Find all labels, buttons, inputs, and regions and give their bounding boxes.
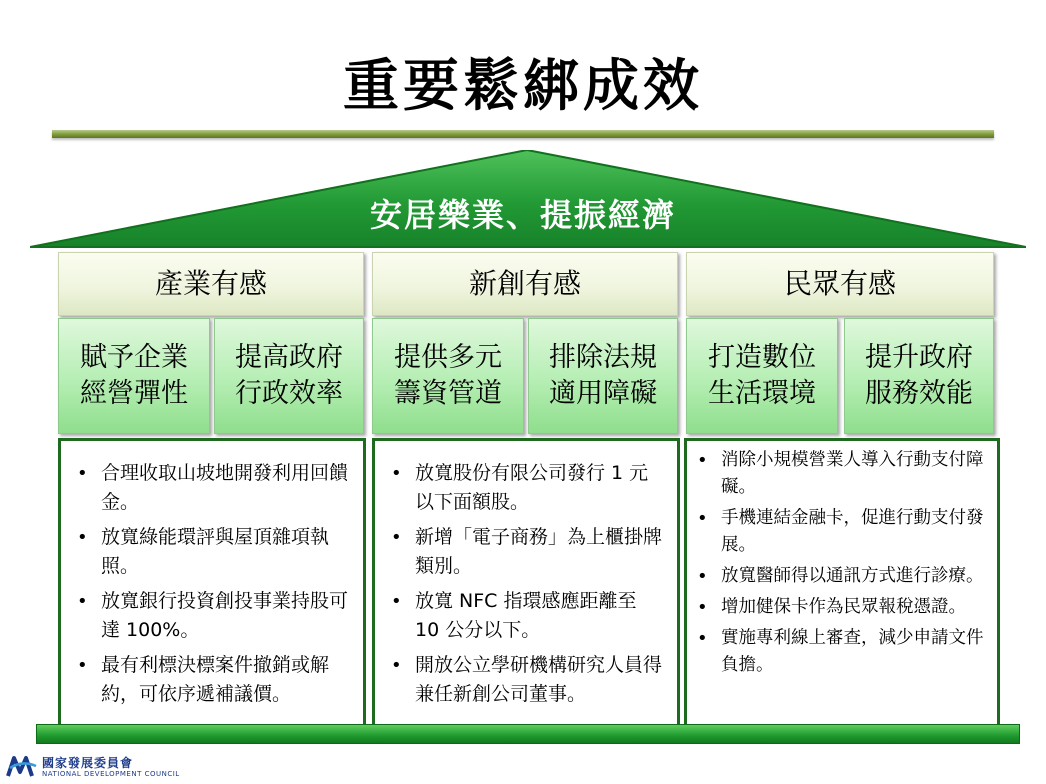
list-item: • 放寬醫師得以通訊方式進行診療。 bbox=[687, 563, 985, 590]
foundation-bar bbox=[36, 724, 1020, 744]
list-item: • 放寬銀行投資創投事業持股可達 100%。 bbox=[67, 587, 351, 645]
list-item: • 放寬股份有限公司發行 1 元以下面額股。 bbox=[381, 459, 665, 517]
category-industry: 產業有感 bbox=[58, 252, 364, 316]
sub-header-line: 服務效能 bbox=[865, 378, 973, 409]
ndc-logo bbox=[6, 752, 180, 782]
public-measures-box bbox=[684, 438, 1000, 728]
list-item: • 合理收取山坡地開發利用回饋金。 bbox=[67, 459, 351, 517]
title-divider bbox=[52, 130, 994, 138]
ndc-logo-icon bbox=[6, 754, 38, 780]
logo-name-cn: 國家發展委員會 bbox=[42, 755, 134, 770]
sub-header-line: 提供多元 bbox=[394, 342, 502, 373]
sub-header-admin-efficiency bbox=[214, 318, 364, 434]
sub-header-service-efficiency bbox=[844, 318, 994, 434]
list-item: • 放寬 NFC 指環感應距離至 10 公分以下。 bbox=[381, 587, 665, 645]
logo-name-en: NATIONAL DEVELOPMENT COUNCIL bbox=[42, 769, 180, 778]
sub-header-diverse-funding bbox=[372, 318, 524, 434]
sub-header-enterprise-flexibility bbox=[58, 318, 210, 434]
roof-label: 安居樂業、提振經濟 bbox=[369, 196, 676, 234]
sub-header-line: 提高政府 bbox=[235, 342, 343, 373]
sub-header-line: 經營彈性 bbox=[80, 378, 188, 409]
sub-header-line: 排除法規 bbox=[549, 342, 657, 373]
category-public: 民眾有感 bbox=[686, 252, 994, 316]
sub-header-line: 提升政府 bbox=[865, 342, 973, 373]
list-item: • 最有利標決標案件撤銷或解約，可依序遞補議價。 bbox=[67, 651, 351, 709]
sub-header-line: 適用障礙 bbox=[549, 378, 657, 409]
bullet-list bbox=[381, 459, 665, 709]
list-item: • 手機連結金融卡，促進行動支付發展。 bbox=[687, 505, 985, 559]
list-item: • 新增「電子商務」為上櫃掛牌類別。 bbox=[381, 523, 665, 581]
category-startup: 新創有感 bbox=[372, 252, 678, 316]
list-item: • 放寬綠能環評與屋頂雜項執照。 bbox=[67, 523, 351, 581]
sub-header-line: 行政效率 bbox=[235, 378, 343, 409]
sub-header-digital-life bbox=[686, 318, 838, 434]
sub-header-remove-barriers bbox=[528, 318, 678, 434]
page-title: 重要鬆綁成效 bbox=[343, 54, 703, 119]
sub-header-line: 生活環境 bbox=[708, 378, 816, 409]
list-item: • 實施專利線上審查，減少申請文件負擔。 bbox=[687, 625, 985, 679]
sub-header-line: 打造數位 bbox=[708, 342, 816, 373]
sub-header-line: 籌資管道 bbox=[394, 378, 502, 409]
list-item: • 消除小規模營業人導入行動支付障礙。 bbox=[687, 447, 985, 501]
list-item: • 增加健保卡作為民眾報稅憑證。 bbox=[687, 594, 985, 621]
bullet-list bbox=[67, 459, 351, 709]
startup-measures-box bbox=[372, 438, 680, 728]
list-item: • 開放公立學研機構研究人員得兼任新創公司董事。 bbox=[381, 651, 665, 709]
sub-header-line: 賦予企業 bbox=[80, 342, 188, 373]
bullet-list bbox=[687, 447, 985, 679]
industry-measures-box bbox=[58, 438, 366, 728]
